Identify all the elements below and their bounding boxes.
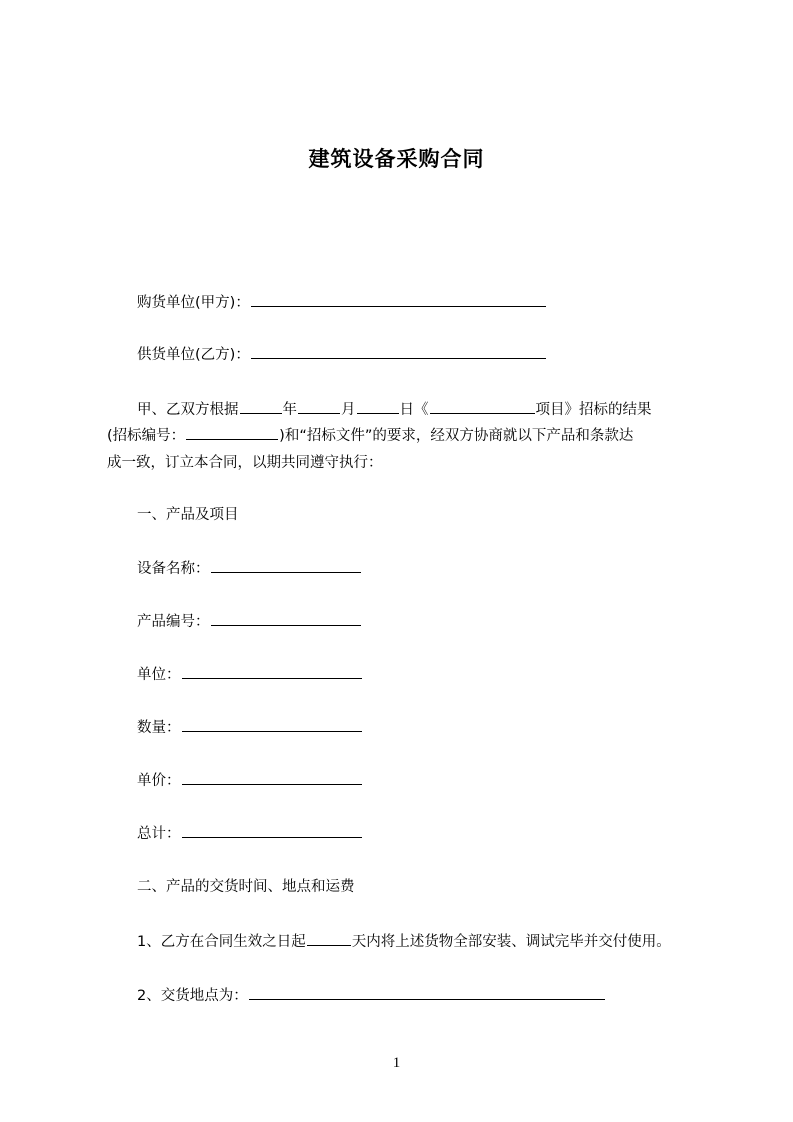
equipment-name-label: 设备名称： <box>137 561 210 577</box>
project-field[interactable] <box>430 399 535 414</box>
day-field[interactable] <box>357 399 399 414</box>
section-2-heading: 二、产品的交货时间、地点和运费 <box>137 879 355 895</box>
preamble-line-3: 成一致，订立本合同，以期共同遵守执行： <box>107 455 383 471</box>
equipment-name-row <box>137 558 362 579</box>
seller-label: 供货单位(乙方)： <box>137 347 250 363</box>
delivery-time-row <box>137 931 671 952</box>
total-field[interactable] <box>182 823 362 838</box>
total-row <box>137 823 363 844</box>
delivery-time-suffix: 天内将上述货物全部安装、调试完毕并交付使用。 <box>351 934 671 950</box>
page-number: 1 <box>392 1055 401 1071</box>
delivery-location-label: 2、交货地点为： <box>137 988 248 1004</box>
buyer-row <box>137 292 547 313</box>
delivery-days-field[interactable] <box>307 931 351 946</box>
unit-price-field[interactable] <box>182 770 362 785</box>
delivery-time-prefix: 1、乙方在合同生效之日起 <box>137 934 306 950</box>
section-1-heading: 一、产品及项目 <box>137 507 239 523</box>
bid-number-label: (招标编号： <box>107 428 186 444</box>
buyer-field[interactable] <box>251 292 546 307</box>
day-label: 日《 <box>399 402 429 418</box>
unit-label: 单位： <box>137 667 181 683</box>
unit-field[interactable] <box>182 664 362 679</box>
quantity-field[interactable] <box>182 717 362 732</box>
year-field[interactable] <box>240 399 282 414</box>
equipment-name-field[interactable] <box>211 558 361 573</box>
unit-price-row <box>137 770 363 791</box>
month-label: 月 <box>341 402 356 418</box>
preamble-prefix: 甲、乙双方根据 <box>137 402 239 418</box>
seller-row <box>137 344 547 365</box>
preamble-line-1 <box>137 399 652 420</box>
quantity-row <box>137 717 363 738</box>
month-field[interactable] <box>298 399 340 414</box>
preamble-line-2 <box>107 425 633 446</box>
preamble-line-2-suffix: )和“招标文件”的要求，经双方协商就以下产品和条款达 <box>279 428 634 444</box>
total-label: 总计： <box>137 826 181 842</box>
delivery-location-field[interactable] <box>249 985 605 1000</box>
seller-field[interactable] <box>251 344 546 359</box>
product-code-row <box>137 611 362 632</box>
buyer-label: 购货单位(甲方)： <box>137 295 250 311</box>
quantity-label: 数量： <box>137 720 181 736</box>
unit-price-label: 单价： <box>137 773 181 789</box>
project-label: 项目》招标的结果 <box>535 402 652 418</box>
year-label: 年 <box>282 402 297 418</box>
bid-number-field[interactable] <box>186 425 278 440</box>
unit-row <box>137 664 363 685</box>
delivery-location-row <box>137 985 606 1006</box>
product-code-field[interactable] <box>211 611 361 626</box>
product-code-label: 产品编号： <box>137 614 210 630</box>
document-title: 建筑设备采购合同 <box>308 147 485 171</box>
